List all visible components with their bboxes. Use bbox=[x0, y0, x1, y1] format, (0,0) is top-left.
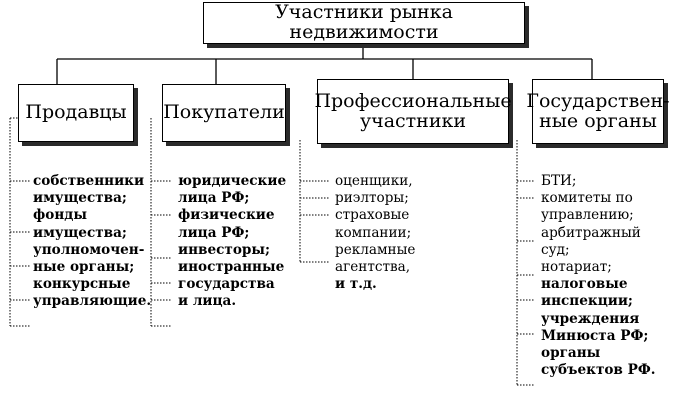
list-item: управлению; bbox=[541, 207, 634, 224]
list-item: управляющие. bbox=[33, 293, 152, 310]
list-item: и лица. bbox=[178, 293, 237, 310]
list-item: имущества; bbox=[33, 190, 127, 207]
list-item: учреждения bbox=[541, 310, 640, 327]
list-item: лица РФ; bbox=[178, 190, 250, 207]
category-title-government-line1: Государствен- bbox=[526, 89, 670, 112]
list-item: суд; bbox=[541, 241, 570, 258]
category-title-buyers: Покупатели bbox=[163, 101, 285, 124]
list-item: физические bbox=[178, 207, 275, 224]
category-box-buyers bbox=[162, 84, 286, 142]
list-item: иностранные bbox=[178, 258, 285, 275]
list-item: компании; bbox=[335, 224, 412, 241]
category-title-sellers: Продавцы bbox=[25, 101, 127, 124]
category-title-professionals-line2: участники bbox=[359, 109, 467, 132]
government-list bbox=[541, 173, 655, 379]
category-title-government-line2: ные органы bbox=[539, 109, 657, 132]
list-item: имущества; bbox=[33, 224, 127, 241]
list-item: фонды bbox=[33, 207, 87, 224]
buyers-list bbox=[178, 173, 286, 311]
category-box-government bbox=[526, 79, 670, 144]
list-item: ные органы; bbox=[33, 258, 135, 275]
category-title-professionals-line1: Профессиональные bbox=[314, 89, 512, 112]
list-item: инвесторы; bbox=[178, 241, 271, 258]
list-item: арбитражный bbox=[541, 224, 641, 241]
list-item: рекламные bbox=[335, 241, 416, 258]
list-item: государства bbox=[178, 276, 275, 293]
list-item: и т.д. bbox=[335, 276, 377, 293]
list-item: страховые bbox=[335, 207, 410, 224]
list-item: уполномочен- bbox=[33, 241, 145, 258]
list-item: агентства, bbox=[335, 258, 411, 275]
list-item: БТИ; bbox=[541, 173, 577, 189]
list-item: налоговые bbox=[541, 276, 628, 293]
diagram-title: Участники рынка недвижимости bbox=[275, 1, 453, 43]
list-item: риэлторы; bbox=[335, 190, 409, 207]
list-item: Минюста РФ; bbox=[541, 327, 649, 344]
list-item: лица РФ; bbox=[178, 224, 250, 241]
category-box-sellers bbox=[18, 84, 134, 142]
list-item: нотариат; bbox=[541, 258, 612, 275]
list-item: комитеты по bbox=[541, 190, 633, 207]
list-item: инспекции; bbox=[541, 293, 633, 310]
list-item: субъектов РФ. bbox=[541, 362, 656, 379]
diagram-title-box bbox=[203, 2, 525, 44]
list-item: органы bbox=[541, 344, 601, 361]
list-item: оценщики, bbox=[335, 173, 413, 189]
list-item: конкурсные bbox=[33, 276, 131, 293]
list-item: юридические bbox=[178, 173, 287, 189]
list-item: собственники bbox=[33, 173, 145, 189]
professionals-list bbox=[335, 173, 415, 293]
sellers-list bbox=[33, 173, 151, 311]
category-box-professionals bbox=[314, 79, 512, 144]
